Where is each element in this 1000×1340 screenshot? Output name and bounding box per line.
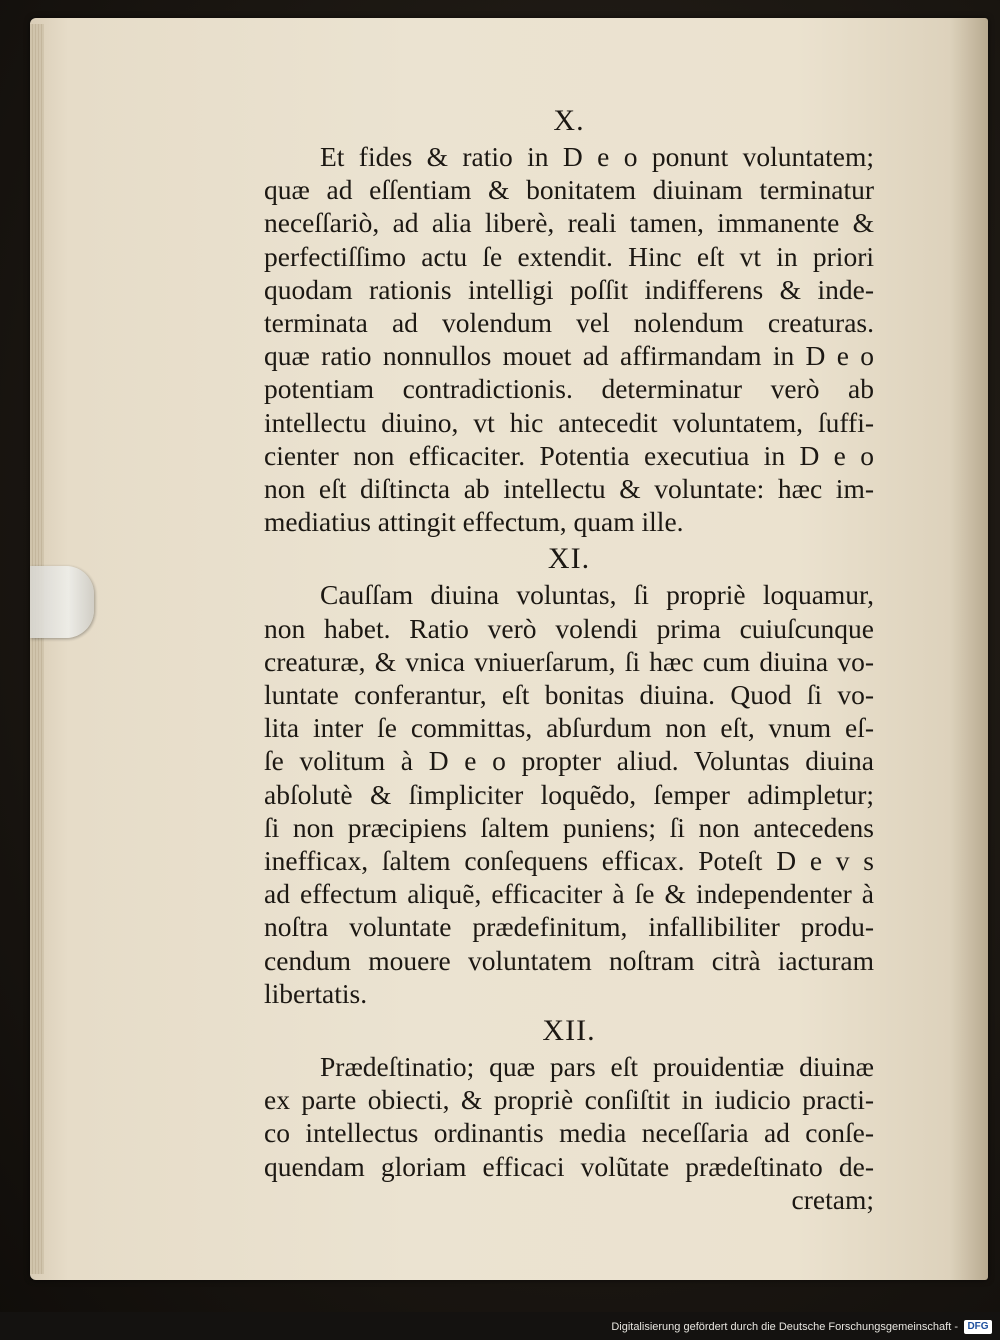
text-line: non habet. Ratio verò volendi prima cuiuſcunque [264, 612, 874, 644]
dfg-logo: DFG [964, 1320, 992, 1334]
text-line: mediatius attingit effectum, quam ille. [264, 506, 684, 538]
text-line: co intellectus ordinantis media neceſſaria ad conſe- [264, 1117, 874, 1149]
section-heading-xii: XII. [542, 1014, 596, 1048]
page-edges [30, 24, 44, 1274]
text-line: Prædeſtinatio; quæ pars eſt prouidentiæ diuinæ [320, 1051, 874, 1083]
text-line: creaturæ, & vnica vniuerſarum, ſi hæc cum diuina vo- [264, 645, 874, 677]
funding-credit: Digitalisierung gefördert durch die Deutsche Forschungsgemeinschaft - [611, 1321, 958, 1333]
text-line: noſtra voluntate prædefinitum, infallibiliter produ- [264, 911, 874, 943]
text-line: quodam rationis intelligi poſſit indifferens & inde- [264, 273, 874, 305]
section-xi-body [264, 578, 874, 1010]
text-line: perfectiſſimo actu ſe extendit. Hinc eſt vt in priori [264, 240, 874, 272]
page-tab-marker [30, 566, 94, 638]
section-heading-xi: XI. [547, 542, 591, 576]
section-heading-x: X. [553, 104, 585, 137]
text-line: quendam gloriam efficaci volũtate prædeſtinato de- [264, 1150, 874, 1182]
text-line: ſe volitum à D e o propter aliud. Voluntas diuina [264, 745, 874, 777]
section-x-body [264, 140, 874, 538]
text-line: ſi non præcipiens ſaltem puniens; ſi non antecedens [264, 811, 874, 843]
text-line: quæ ratio nonnullos mouet ad affirmandam in D e o [264, 340, 874, 372]
section-xii-body [264, 1050, 874, 1216]
text-line: ad effectum aliquẽ, efficaciter à ſe & independenter à [264, 878, 874, 910]
text-line: cienter non efficaciter. Potentia executiua in D e o [264, 439, 874, 471]
text-line: intellectu diuino, vt hic antecedit voluntatem, ſuffi- [264, 406, 874, 438]
text-line: inefficax, ſaltem conſequens efficax. Poteſt D e v s [264, 845, 874, 877]
text-line: luntate conferantur, eſt bonitas diuina. Quod ſi vo- [264, 679, 874, 711]
catchword: cretam; [791, 1183, 874, 1215]
page-text [264, 100, 874, 1216]
text-line: Cauſſam diuina voluntas, ſi propriè loquamur, [320, 579, 874, 611]
text-line: non eſt diſtincta ab intellectu & voluntate: hæc im- [264, 473, 874, 505]
text-line: lita inter ſe committas, abſurdum non eſt, vnum eſ- [264, 712, 874, 744]
text-line: Et fides & ratio in D e o ponunt voluntatem; [320, 141, 874, 172]
text-line: quæ ad eſſentiam & bonitatem diuinam terminatur [264, 174, 874, 206]
text-line: libertatis. [264, 977, 368, 1009]
text-line: potentiam contradictionis. determinatur verò ab [264, 373, 874, 405]
text-line: cendum mouere voluntatem noſtram citrà iacturam [264, 944, 874, 976]
text-line: ex parte obiecti, & propriè conſiſtit in iudicio practi- [264, 1084, 874, 1116]
text-line: terminata ad volendum vel nolendum creaturas. [264, 307, 874, 339]
text-line: abſolutè & ſimpliciter loquẽdo, ſemper adimpletur; [264, 778, 874, 810]
text-line: neceſſariò, ad alia liberè, reali tamen, immanente & [264, 207, 874, 239]
